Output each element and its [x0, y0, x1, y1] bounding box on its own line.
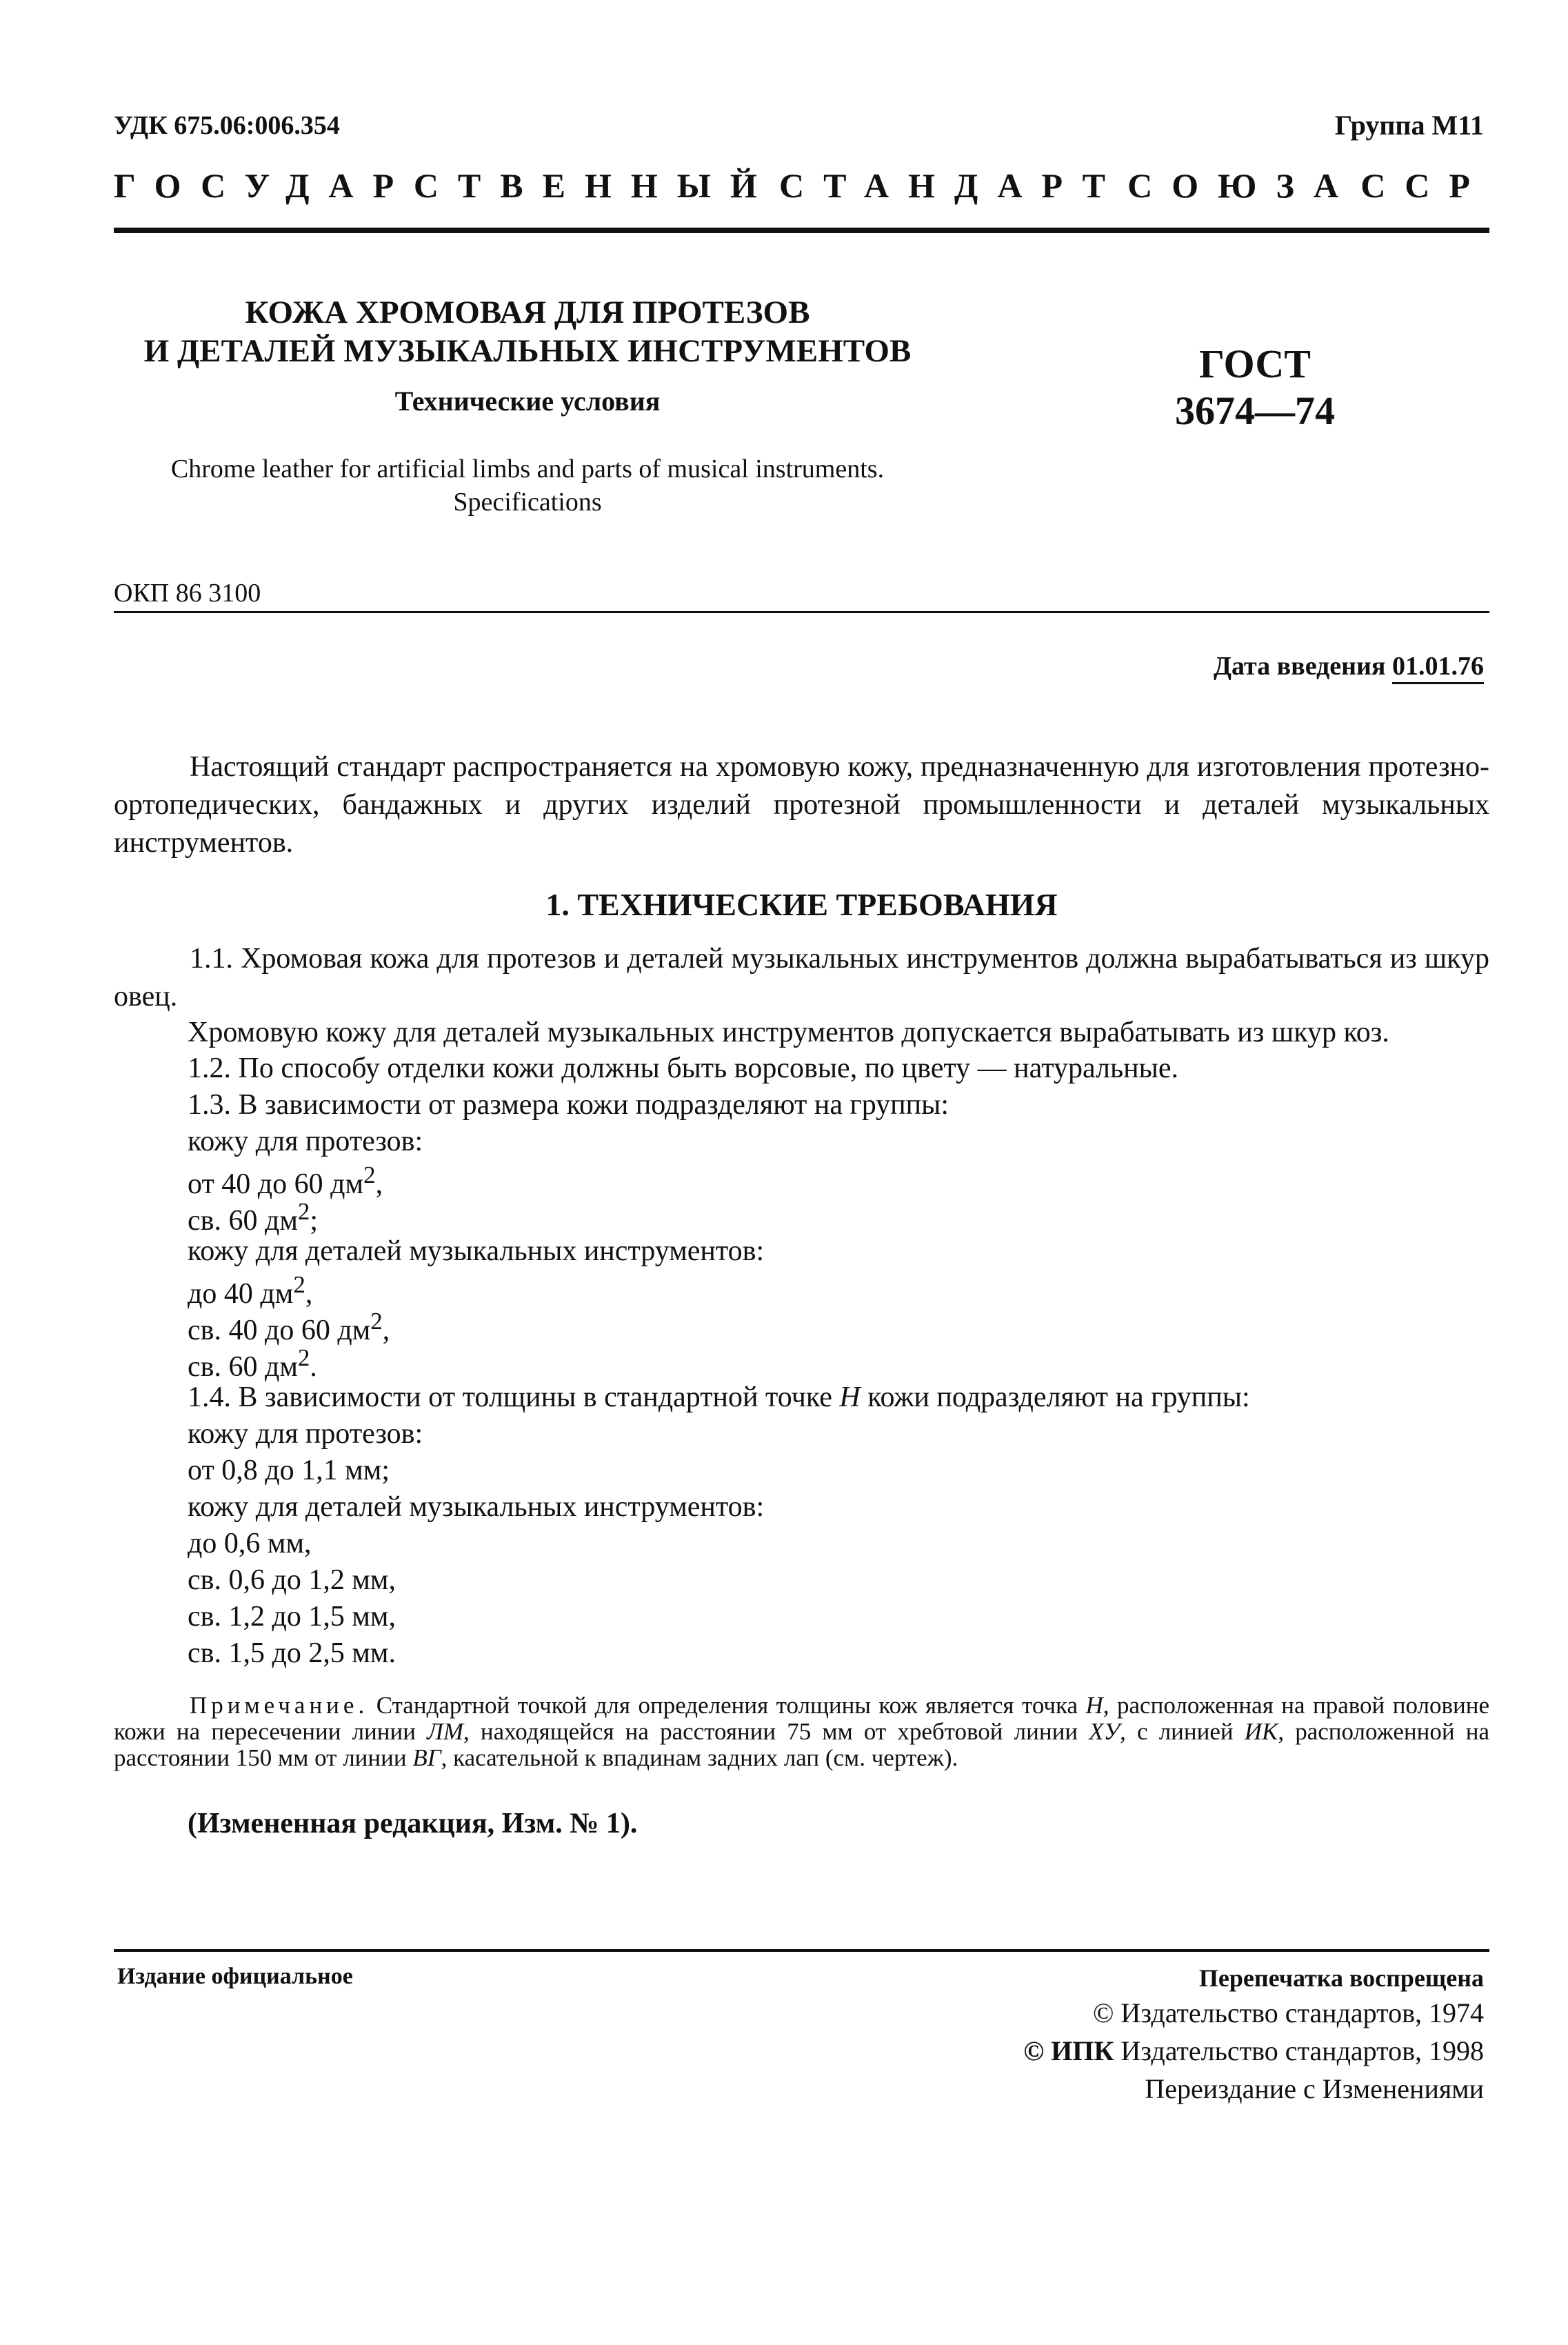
- size-list-item: до 40 $дм^2$,: [188, 1271, 313, 1310]
- copyright-1974: © Издательство стандартов, 1974: [1092, 1997, 1484, 2028]
- state-standard-heading: [114, 166, 1489, 206]
- document-subtitle: Технические условия: [394, 386, 661, 417]
- size-list-item: кожу для деталей музыкальных инструментов:: [188, 1235, 765, 1267]
- note-paragraph: Примечание. Стандартной точкой для определения толщины кож является точка Н, расположенная на правой половине кожи на пересечении линии ЛМ, находящейся на расстоянии 75 мм от хребтовой линии ХУ, с линией ИК, расположенной на расстоянии 150 мм от линии ВГ, касательной к впадинам задних лап (см. чертеж).: [114, 1692, 1490, 1771]
- english-title-line-2: Specifications: [453, 488, 602, 517]
- group-code: Группа М11: [1334, 110, 1484, 141]
- footer-rule: [114, 1949, 1489, 1952]
- gost-label: ГОСТ: [1199, 341, 1311, 386]
- thickness-list-item: до 0,6 мм,: [188, 1528, 312, 1559]
- gost-number: 3674—74: [1175, 388, 1335, 433]
- clause-1-1: 1.1. Хромовая кожа для протезов и деталей музыкальных инструментов должна вырабатываться из шкур овец.: [114, 943, 1489, 1012]
- header-thick-rule: [114, 228, 1489, 233]
- thickness-list-item: св. 0,6 до 1,2 мм,: [188, 1564, 396, 1596]
- intro-date-value: 01.01.76: [1392, 652, 1484, 684]
- size-list-item: от 40 до 60 $дм^2$,: [188, 1161, 383, 1200]
- reissue-note: Переиздание с Изменениями: [1145, 2073, 1484, 2104]
- okp-rule: [114, 611, 1489, 613]
- official-edition: Издание официальное: [117, 1964, 353, 1989]
- thickness-list-item: св. 1,5 до 2,5 мм.: [188, 1637, 396, 1669]
- size-list-item: св. 40 до 60 $дм^2$,: [188, 1308, 390, 1346]
- document-title: [114, 293, 941, 370]
- copyright-1998: © ИПК Издательство стандартов, 1998: [1023, 2035, 1484, 2066]
- section-title: 1. ТЕХНИЧЕСКИЕ ТРЕБОВАНИЯ: [545, 887, 1058, 922]
- thickness-list-item: кожу для деталей музыкальных инструментов:: [188, 1491, 765, 1523]
- intro-date: [1214, 651, 1484, 681]
- udk-code: УДК 675.06:006.354: [114, 111, 340, 140]
- clause-1-2: 1.2. По способу отделки кожи должны быть ворсовые, по цвету — натуральные.: [188, 1052, 1178, 1084]
- intro-date-label: Дата введения: [1213, 652, 1386, 681]
- clause-1-4: 1.4. В зависимости от толщины в стандартной точке Н кожи подразделяют на группы:: [188, 1381, 1250, 1413]
- thickness-list-item: от 0,8 до 1,1 мм;: [188, 1455, 390, 1486]
- note-label: Примечание.: [190, 1692, 369, 1719]
- size-list-item: св. 60 $дм^2$.: [188, 1344, 317, 1383]
- thickness-list-item: св. 1,2 до 1,5 мм,: [188, 1601, 396, 1633]
- size-list-item: кожу для протезов:: [188, 1126, 423, 1157]
- okp-code: ОКП 86 3100: [114, 579, 261, 608]
- state-word-1: ГОСУДАРСТВЕННЫЙ: [114, 166, 776, 205]
- state-word-3: СОЮЗА: [1127, 166, 1358, 205]
- title-line-2: И ДЕТАЛЕЙ МУЗЫКАЛЬНЫХ ИНСТРУМЕНТОВ: [143, 333, 912, 369]
- thickness-list-item: кожу для протезов:: [188, 1418, 423, 1450]
- clause-1-1-goats: Хромовую кожу для деталей музыкальных инструментов допускается вырабатывать из шкур коз.: [188, 1017, 1389, 1048]
- state-word-4: ССР: [1360, 166, 1489, 205]
- english-title-line-1: Chrome leather for artificial limbs and parts of musical instruments.: [170, 455, 885, 483]
- clause-1-3: 1.3. В зависимости от размера кожи подразделяют на группы:: [188, 1089, 949, 1121]
- title-line-1: КОЖА ХРОМОВАЯ ДЛЯ ПРОТЕЗОВ: [245, 295, 810, 330]
- intro-paragraph: Настоящий стандарт распространяется на хромовую кожу, предназначенную для изготовления протезно-ортопедических, бандажных и других изделий протезной промышленности и деталей музыкальных инструментов.: [114, 751, 1489, 859]
- edit-note: (Измененная редакция, Изм. № 1).: [188, 1808, 638, 1839]
- size-list-item: св. 60 $дм^2$;: [188, 1198, 319, 1237]
- state-word-2: СТАНДАРТ: [778, 166, 1125, 205]
- english-title: [114, 452, 941, 519]
- reprint-prohibited: Перепечатка воспрещена: [1198, 1964, 1484, 1992]
